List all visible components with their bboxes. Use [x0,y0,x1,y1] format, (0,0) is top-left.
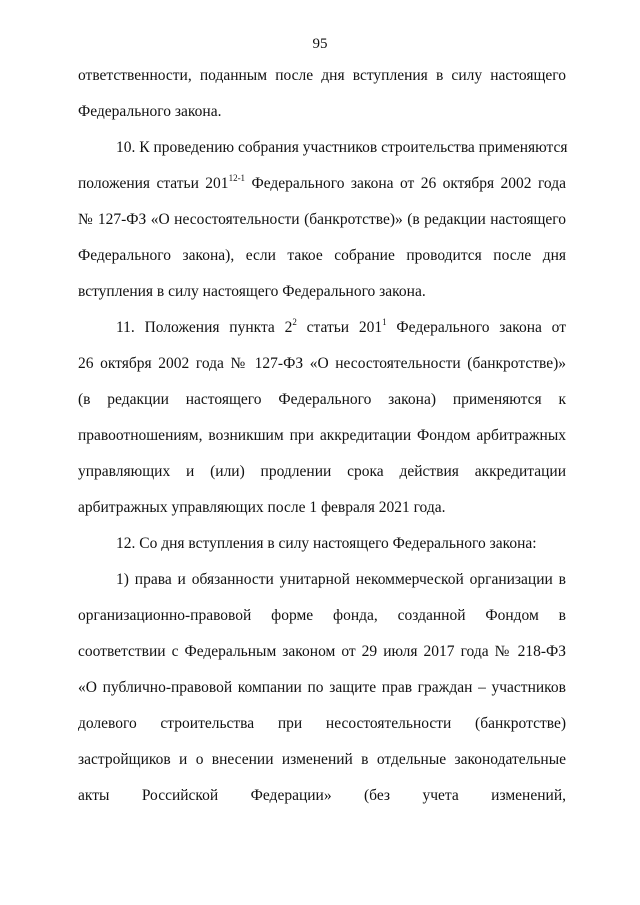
text-line: долевого строительства при несостоятельности (банкротстве) [78,715,566,732]
text-line: вступления в силу настоящего Федерального закона. [78,283,426,300]
text-segment: статьи 201 [296,319,383,336]
text-segment: Федерального закона от [386,319,566,336]
text-line: управляющих и (или) продлении срока действия аккредитации [78,463,566,480]
text-line: правоотношениям, возникшим при аккредитации Фондом арбитражных [78,427,566,444]
text-line: акты Российской Федерации» (без учета изменений, [78,787,566,804]
text-line: соответствии с Федеральным законом от 29 июля 2017 года № 218-ФЗ [78,643,566,660]
text-line: № 127-ФЗ «О несостоятельности (банкротстве)» (в редакции настоящего [78,211,566,228]
text-line-with-superscript [78,175,566,193]
text-segment: положения статьи 201 [78,175,229,192]
page-number: 95 [312,36,328,52]
superscript: 2 [292,317,297,327]
text-line: 10. К проведению собрания участников строительства применяются [116,139,568,156]
text-line: 26 октября 2002 года № 127-ФЗ «О несостоятельности (банкротстве)» [78,355,566,372]
text-line: 12. Со дня вступления в силу настоящего Федерального закона: [116,535,537,552]
text-line: ответственности, поданным после дня вступления в силу настоящего [78,67,566,84]
text-line-with-superscript [116,319,566,337]
superscript: 12-1 [228,173,246,183]
text-line: застройщиков и о внесении изменений в отдельные законодательные [78,751,566,768]
text-line: организационно-правовой форме фонда, созданной Фондом в [78,607,566,624]
text-line: Федерального закона. [78,103,222,120]
text-line: Федерального закона), если такое собрание проводится после дня [78,247,566,264]
text-segment: Федерального закона от 26 октября 2002 года [245,175,566,192]
text-line: арбитражных управляющих после 1 февраля 2021 года. [78,499,446,516]
text-segment: 11. Положения пункта 2 [116,319,293,336]
text-line: 1) права и обязанности унитарной некоммерческой организации в [116,571,566,588]
superscript: 1 [382,317,387,327]
text-line: (в редакции настоящего Федерального закона) применяются к [78,391,566,408]
text-line: «О публично-правовой компании по защите прав граждан – участников [78,679,566,696]
